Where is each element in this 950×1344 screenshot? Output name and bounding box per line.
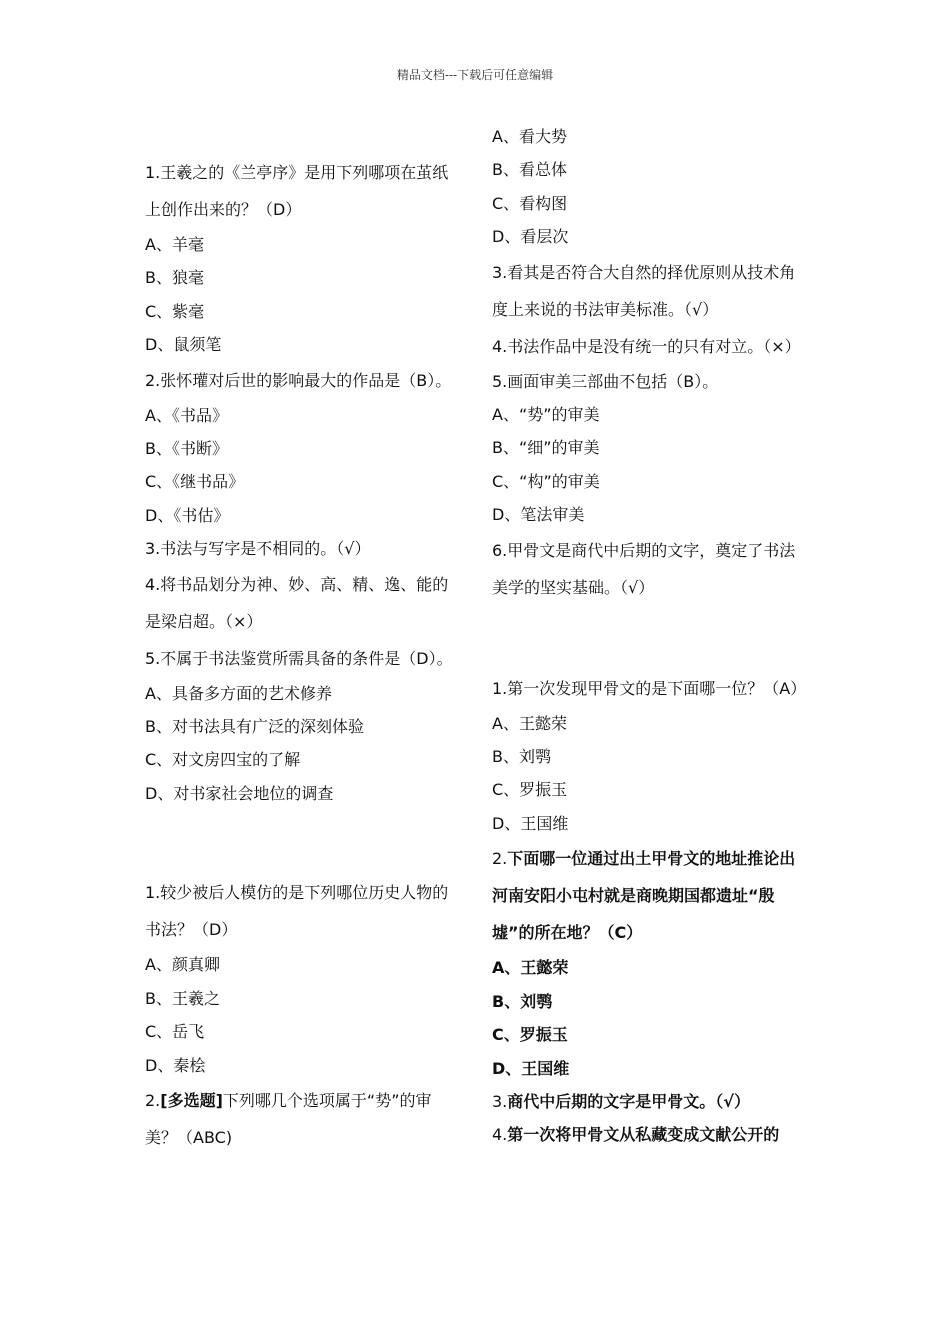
option-b: B、刘鹗 bbox=[492, 747, 551, 767]
question-number: 2. bbox=[492, 849, 508, 869]
question-3: 3.书法与写字是不相同的。（√） bbox=[145, 539, 371, 559]
question-4: 4.书法作品中是没有统一的只有对立。（×） bbox=[492, 336, 801, 356]
option-c: C、岳飞 bbox=[145, 1022, 205, 1042]
option-a: A、看大势 bbox=[492, 127, 567, 146]
option-b: B、刘鹗 bbox=[492, 991, 553, 1011]
option-d: D、王国维 bbox=[492, 1058, 570, 1078]
option-d: D、鼠须笔 bbox=[145, 335, 222, 355]
option-a: A、颜真卿 bbox=[145, 955, 220, 975]
option-b: B、看总体 bbox=[492, 160, 567, 180]
option-c: C、罗振玉 bbox=[492, 780, 568, 800]
option-b: B、狼毫 bbox=[145, 268, 204, 288]
question-3: 3.看其是否符合大自然的择优原则从技术角度上来说的书法审美标准。（√） bbox=[492, 262, 796, 319]
option-b: B、对书法具有广泛的深刻体验 bbox=[145, 717, 364, 737]
option-d: D、对书家社会地位的调查 bbox=[145, 783, 334, 803]
question-5: 5.不属于书法鉴赏所需具备的条件是（D）。 bbox=[145, 648, 453, 668]
question-1: 1.王羲之的《兰亭序》是用下列哪项在茧纸上创作出来的？（D） bbox=[145, 163, 449, 219]
question-3 bbox=[492, 1085, 810, 1118]
option-d: D、看层次 bbox=[492, 227, 569, 247]
option-d: D、秦桧 bbox=[145, 1055, 206, 1075]
question-text: 下面哪一位通过出土甲骨文的地址推论出河南安阳小屯村就是商晚期国都遗址“殷墟”的所在地？（C） bbox=[492, 849, 796, 943]
option-c: C、罗振玉 bbox=[492, 1025, 568, 1045]
question-text: 下列哪几个选项属于“势”的审美？（ABC) bbox=[145, 1090, 432, 1147]
option-c: C、“构”的审美 bbox=[492, 471, 600, 491]
option-c: C、对文房四宝的了解 bbox=[145, 750, 301, 770]
option-c: C、紫毫 bbox=[145, 301, 205, 321]
question-number: 2. bbox=[145, 1090, 161, 1110]
question-2: 2.张怀瓘对后世的影响最大的作品是（B）。 bbox=[145, 370, 452, 390]
option-d: D、笔法审美 bbox=[492, 505, 585, 525]
option-c: C、看构图 bbox=[492, 193, 568, 213]
section-gap bbox=[145, 810, 463, 874]
option-a: A、王懿荣 bbox=[492, 958, 569, 978]
option-b: B、王羲之 bbox=[145, 988, 220, 1008]
question-text: 第一次将甲骨文从私藏变成文献公开的 bbox=[507, 1125, 780, 1145]
question-number: 4. bbox=[492, 1125, 508, 1145]
question-2 bbox=[145, 1082, 463, 1156]
question-1: 1.较少被后人模仿的是下列哪位历史人物的书法？（D） bbox=[145, 883, 449, 940]
option-d: D、《书估》 bbox=[145, 505, 230, 525]
option-a: A、“势”的审美 bbox=[492, 405, 600, 425]
question-6: 6.甲骨文是商代中后期的文字，奠定了书法美学的坚实基础。（√） bbox=[492, 540, 796, 597]
question-5: 5.画面审美三部曲不包括（B）。 bbox=[492, 371, 719, 391]
page-header: 精品文档---下载后可任意编辑 bbox=[396, 68, 554, 82]
option-d: D、王国维 bbox=[492, 813, 569, 833]
question-1: 1.第一次发现甲骨文的是下面哪一位？（A） bbox=[492, 678, 807, 698]
option-a: A、王懿荣 bbox=[492, 713, 567, 733]
option-a: A、《书品》 bbox=[145, 405, 228, 425]
section-gap bbox=[492, 606, 810, 670]
option-b: B、《书断》 bbox=[145, 439, 228, 459]
question-4 bbox=[492, 1118, 810, 1151]
option-c: C、《继书品》 bbox=[145, 472, 245, 492]
question-4: 4.将书品划分为神、妙、高、精、逸、能的是梁启超。（×） bbox=[145, 574, 449, 631]
left-column bbox=[145, 154, 463, 1156]
option-a: A、羊毫 bbox=[145, 235, 204, 254]
question-number: 3. bbox=[492, 1091, 508, 1111]
question-2 bbox=[492, 840, 810, 951]
question-text: 商代中后期的文字是甲骨文。（√） bbox=[507, 1091, 750, 1111]
multi-choice-tag: [多选题] bbox=[160, 1090, 223, 1110]
right-column bbox=[492, 120, 810, 1152]
option-a: A、具备多方面的艺术修养 bbox=[145, 683, 332, 703]
option-b: B、“细”的审美 bbox=[492, 438, 600, 458]
